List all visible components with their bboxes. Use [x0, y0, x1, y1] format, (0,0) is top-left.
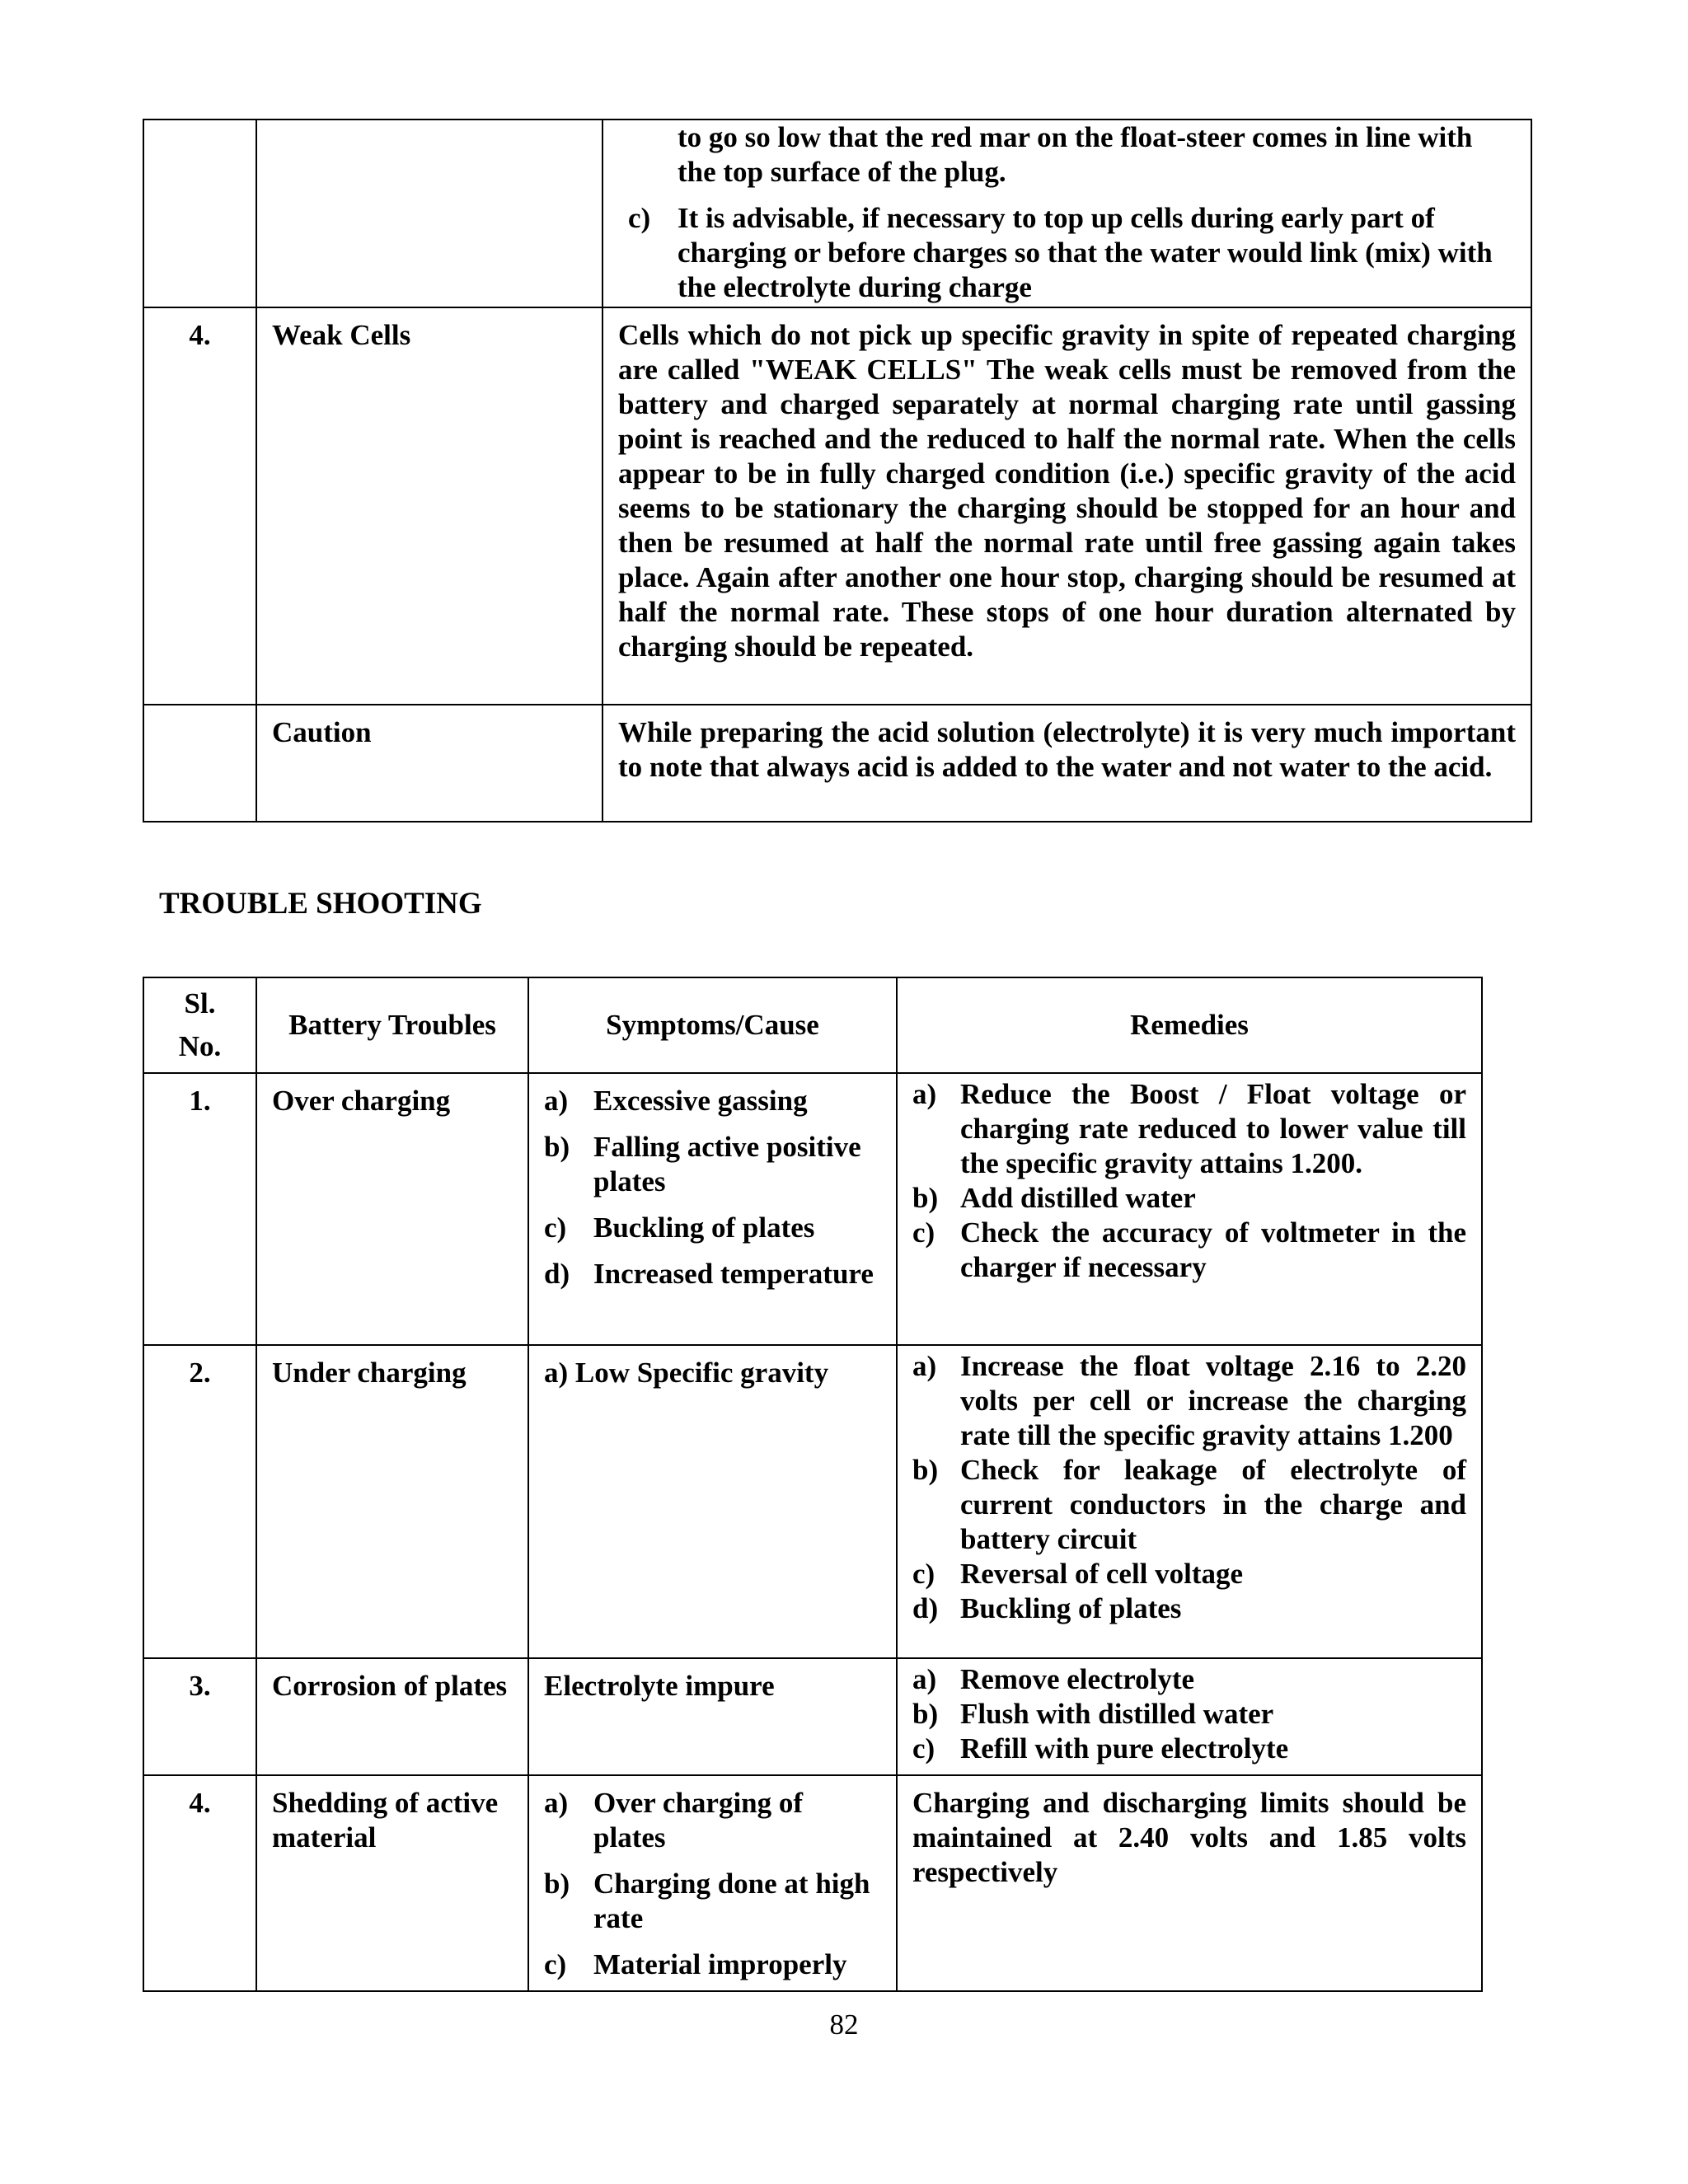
list-item: b) Charging done at high rate: [544, 1868, 870, 1934]
row-description: While preparing the acid solution (electrolyte) it is very much important to note that always acid is added to the water and not water to the acid.: [603, 705, 1531, 822]
list-item: b) Add distilled water: [912, 1182, 1196, 1214]
row-number: 2.: [143, 1345, 256, 1658]
table-row: [143, 1073, 1482, 1345]
row-title: Weak Cells: [256, 307, 603, 705]
list-item: c) It is advisable, if necessary to top up cells during early part of charging or before charges so that the water would link (mix) with the electrolyte during charge: [628, 202, 1493, 303]
symptoms-cell: Electrolyte impure: [528, 1658, 897, 1775]
remedies-cell: [897, 1345, 1482, 1658]
row-number: 4.: [143, 1775, 256, 1991]
row-description: Cells which do not pick up specific gravity in spite of repeated charging are called "WEAK CELLS" The weak cells must be removed from the battery and charged separately at normal charging rate until gassing point is reached and the reduced to half the normal rate. When the cells appear to be in fully charged condition (i.e.) specific gravity of the acid seems to be stationary the charging should be stopped for an hour and then be resumed at half the normal rate until free gassing again takes place. Again after another one hour stop, charging should be resumed at half the normal rate. These stops of one hour duration alternated by charging should be repeated.: [603, 307, 1531, 705]
header-symptoms: Symptoms/Cause: [528, 977, 897, 1073]
list-item: a) Over charging of plates: [544, 1787, 804, 1854]
row-number: 4.: [143, 307, 256, 705]
row-title: Caution: [256, 705, 603, 822]
table-row: [143, 120, 1531, 307]
trouble-name: Shedding of active material: [256, 1775, 528, 1991]
list-item: a) Remove electrolyte: [912, 1663, 1195, 1695]
header-battery-troubles: Battery Troubles: [256, 977, 528, 1073]
trouble-name: Over charging: [256, 1073, 528, 1345]
list-item: b) Check for leakage of electrolyte of current conductors in the charge and battery circuit: [912, 1454, 1466, 1555]
page-number: 82: [829, 2008, 859, 2041]
list-item: a) Reduce the Boost / Float voltage or charging rate reduced to lower value till the specific gravity attains 1.200.: [912, 1078, 1466, 1179]
list-item: c) Refill with pure electrolyte: [912, 1732, 1289, 1765]
table-row: [143, 1345, 1482, 1658]
list-item: c) Reversal of cell voltage: [912, 1558, 1244, 1590]
list-item: d) Increased temperature: [544, 1258, 874, 1290]
symptoms-cell: [528, 1775, 897, 1991]
row-number: 3.: [143, 1658, 256, 1775]
list-item: c) Check the accuracy of voltmeter in the charger if necessary: [912, 1216, 1466, 1283]
table-row: [143, 705, 1531, 822]
trouble-shooting-table: [143, 977, 1483, 1992]
header-remedies: Remedies: [897, 977, 1482, 1073]
remedies-cell: [897, 1073, 1482, 1345]
table-row: [143, 1775, 1482, 1991]
row-number: 1.: [143, 1073, 256, 1345]
list-item: c) Buckling of plates: [544, 1212, 815, 1244]
header-sl-no: Sl. No.: [143, 977, 256, 1073]
list-item: to go so low that the red mar on the float-steer comes in line with the top surface of the plug.: [678, 121, 1473, 188]
table-row: [143, 1658, 1482, 1775]
maintenance-table: [143, 119, 1532, 823]
list-item: a) Increase the float voltage 2.16 to 2.20 volts per cell or increase the charging rate till the specific gravity attains 1.200: [912, 1350, 1466, 1451]
symptoms-cell: a) Low Specific gravity: [528, 1345, 897, 1658]
list-item: a) Excessive gassing: [544, 1085, 808, 1117]
list-item: d) Buckling of plates: [912, 1592, 1182, 1624]
trouble-name: Under charging: [256, 1345, 528, 1658]
remedies-cell: Charging and discharging limits should be maintained at 2.40 volts and 1.85 volts respectively: [897, 1775, 1482, 1991]
symptoms-cell: [528, 1073, 897, 1345]
table-row: [143, 307, 1531, 705]
trouble-name: Corrosion of plates: [256, 1658, 528, 1775]
section-heading: TROUBLE SHOOTING: [159, 887, 482, 921]
remedies-cell: [897, 1658, 1482, 1775]
list-item: b) Falling active positive plates: [544, 1131, 861, 1197]
list-item: c) Material improperly: [544, 1948, 847, 1980]
table-header-row: [143, 977, 1482, 1073]
list-item: b) Flush with distilled water: [912, 1698, 1274, 1730]
